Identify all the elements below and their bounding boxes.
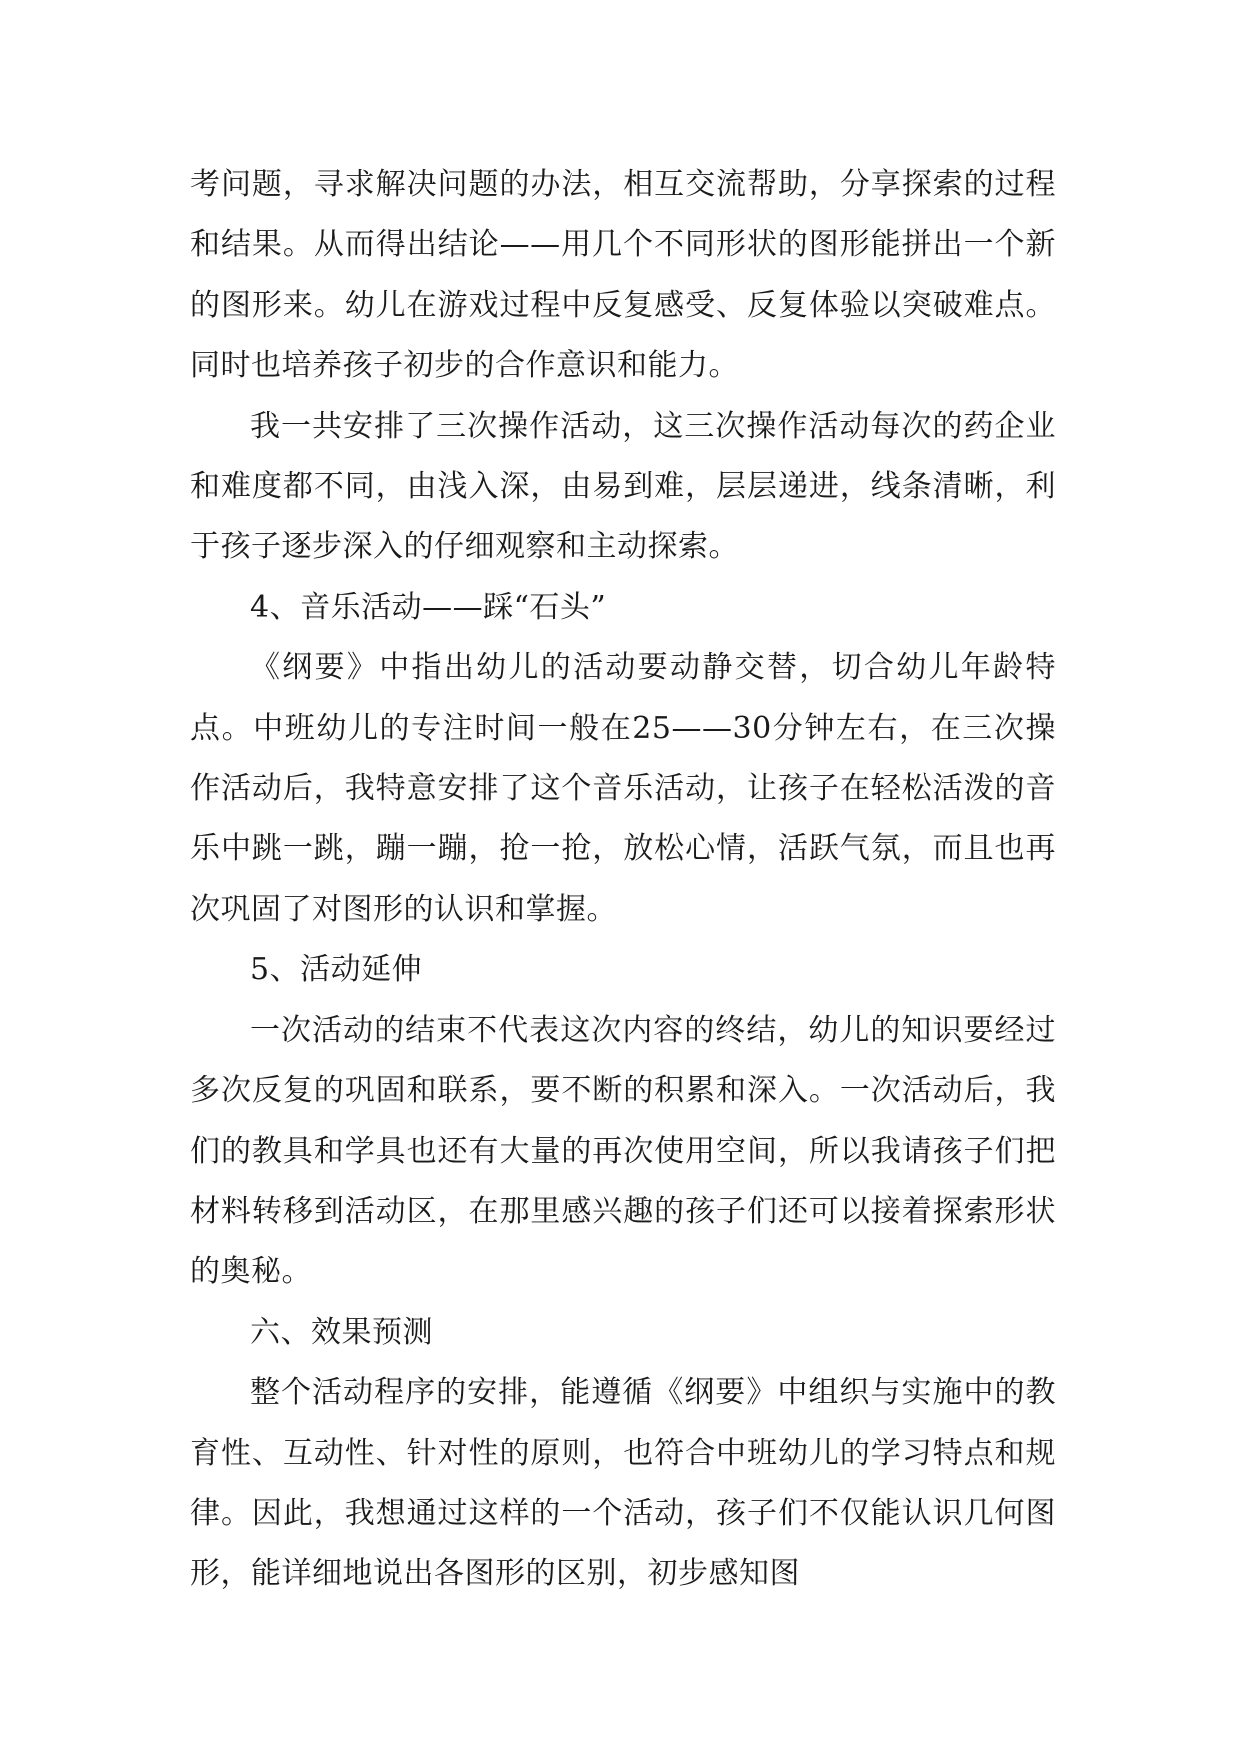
section-heading-activity-extension: 5、活动延伸 xyxy=(250,952,423,988)
section-heading-music-activity: 4、音乐活动——踩“石头” xyxy=(250,589,607,625)
paragraph-continued: 考问题，寻求解决问题的办法，相互交流帮助，分享探索的过程和结果。从而得出结论——用几个不同形状的图形能拼出一个新的图形来。幼儿在游戏过程中反复感受、反复体验以突破难点。同时也培养孩子初步的合作意识和能力。 xyxy=(190,167,1056,384)
document-body xyxy=(190,155,1056,1605)
paragraph-activity-extension: 一次活动的结束不代表这次内容的终结，幼儿的知识要经过多次反复的巩固和联系，要不断的积累和深入。一次活动后，我们的教具和学具也还有大量的再次使用空间，所以我请孩子们把材料转移到活动区，在那里感兴趣的孩子们还可以接着探索形状的奥秘。 xyxy=(190,1012,1056,1290)
section-heading-effect-prediction: 六、效果预测 xyxy=(250,1314,433,1350)
paragraph-operation-activities: 我一共安排了三次操作活动，这三次操作活动每次的药企业和难度都不同，由浅入深，由易到难，层层递进，线条清晰，利于孩子逐步深入的仔细观察和主动探索。 xyxy=(190,408,1056,565)
paragraph-effect-prediction: 整个活动程序的安排，能遵循《纲要》中组织与实施中的教育性、互动性、针对性的原则，也符合中班幼儿的学习特点和规律。因此，我想通过这样的一个活动，孩子们不仅能认识几何图形，能详细地说出各图形的区别，初步感知图 xyxy=(190,1375,1056,1592)
paragraph-music-activity: 《纲要》中指出幼儿的活动要动静交替，切合幼儿年龄特点。中班幼儿的专注时间一般在25——30分钟左右，在三次操作活动后，我特意安排了这个音乐活动，让孩子在轻松活泼的音乐中跳一跳，蹦一蹦，抢一抢，放松心情，活跃气氛，而且也再次巩固了对图形的认识和掌握。 xyxy=(190,650,1056,927)
